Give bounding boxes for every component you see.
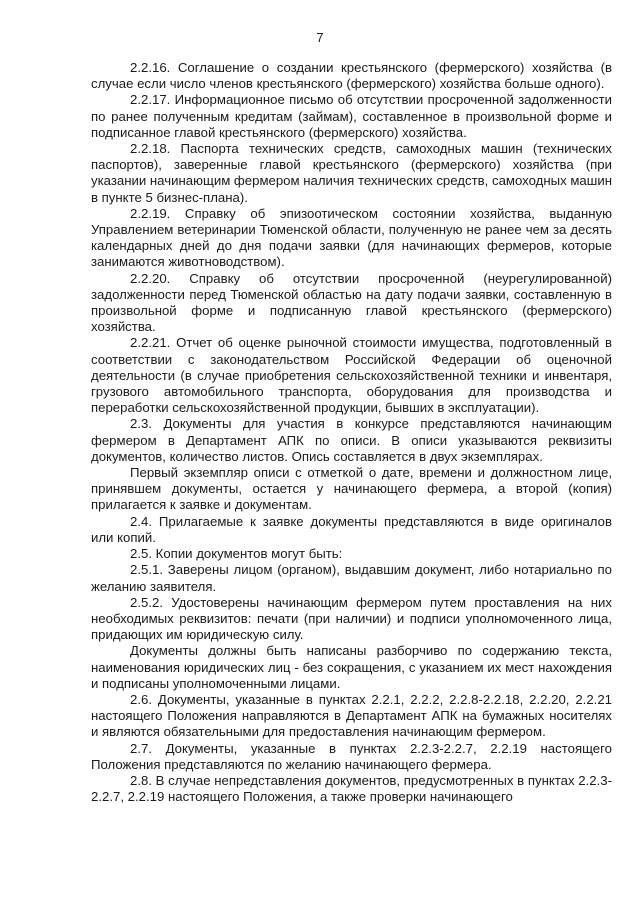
paragraph-2-5: 2.5. Копии документов могут быть: — [130, 546, 343, 562]
paragraph-2-5-2: 2.5.2. Удостоверены начинающим фермером путем проставления на них необходимых реквизитов: печати (при наличии) и подписи уполномоченного лица, придающих им юридическую силу. — [91, 594, 612, 643]
paragraph-2-5-1: 2.5.1. Заверены лицом (органом), выдавшим документ, либо нотариально по желанию заявителя. — [91, 562, 612, 594]
paragraph-2-2-21: 2.2.21. Отчет об оценке рыночной стоимости имущества, подготовленный в соответствии с законодательством Российской Федерации об оценочной деятельности (в случае приобретения сельскохозяйственной техники и инвентаря, грузового автомобильного транспорта, оборудования для производства и переработки сельскохозяйственной продукции, бывших в эксплуатации). — [91, 335, 612, 416]
paragraph-2-2-16: 2.2.16. Соглашение о создании крестьянского (фермерского) хозяйства (в случае если число членов крестьянского (фермерского) хозяйства больше одного). — [91, 60, 612, 92]
paragraph-documents-requirements: Документы должны быть написаны разборчиво по содержанию текста, наименования юридических лиц - без сокращения, с указанием их мест нахождения и подписаны уполномоченными лицами. — [91, 643, 612, 691]
paragraph-2-2-19: 2.2.19. Справку об эпизоотическом состоянии хозяйства, выданную Управлением ветеринарии Тюменской области, полученную не ранее чем за десять календарных дней до дня подачи заявки (для начинающих фермеров, которые занимаются животноводством). — [91, 205, 612, 270]
paragraph-2-6: 2.6. Документы, указанные в пунктах 2.2.1, 2.2.2, 2.2.8-2.2.18, 2.2.20, 2.2.21 настоящего Положения направляются в Департамент АПК на бумажных носителях и являются обязательными для предоставления начинающим фермером. — [91, 691, 612, 740]
paragraph-2-2-17: 2.2.17. Информационное письмо об отсутствии просроченной задолженности по ранее полученным кредитам (займам), составленное в произвольной форме и подписанное главой крестьянского (фермерского) хозяйства. — [91, 92, 612, 140]
paragraph-2-2-18: 2.2.18. Паспорта технических средств, самоходных машин (технических паспортов), заверенные главой крестьянского (фермерского) хозяйства (при указании начинающим фермером наличия технических средств, самоходных машин в пункте 5 бизнес-плана). — [91, 141, 612, 205]
paragraph-2-7: 2.7. Документы, указанные в пунктах 2.2.3-2.2.7, 2.2.19 настоящего Положения представляются по желанию начинающего фермера. — [91, 740, 612, 772]
paragraph-2-4: 2.4. Прилагаемые к заявке документы представляются в виде оригиналов или копий. — [91, 513, 612, 545]
paragraph-2-2-20: 2.2.20. Справку об отсутствии просроченной (неурегулированной) задолженности перед Тюменской областью на дату подачи заявки, составленную в произвольной форме и подписанную главой крестьянского (фермерского) хозяйства. — [91, 270, 612, 335]
paragraph-2-3: 2.3. Документы для участия в конкурсе представляются начинающим фермером в Департамент АПК по описи. В описи указываются реквизиты документов, количество листов. Опись составляется в двух экземплярах. — [91, 416, 612, 464]
paragraph-2-8: 2.8. В случае непредставления документов, предусмотренных в пунктах 2.2.3-2.2.7, 2.2.19 настоящего Положения, а также проверки начинающего — [91, 772, 612, 805]
document-body — [91, 60, 612, 805]
paragraph-2-3-copy-note: Первый экземпляр описи с отметкой о дате, времени и должностном лице, принявшем документы, остается у начинающего фермера, а второй (копия) прилагается к заявке и документам. — [91, 465, 612, 513]
page-number: 7 — [316, 30, 324, 45]
